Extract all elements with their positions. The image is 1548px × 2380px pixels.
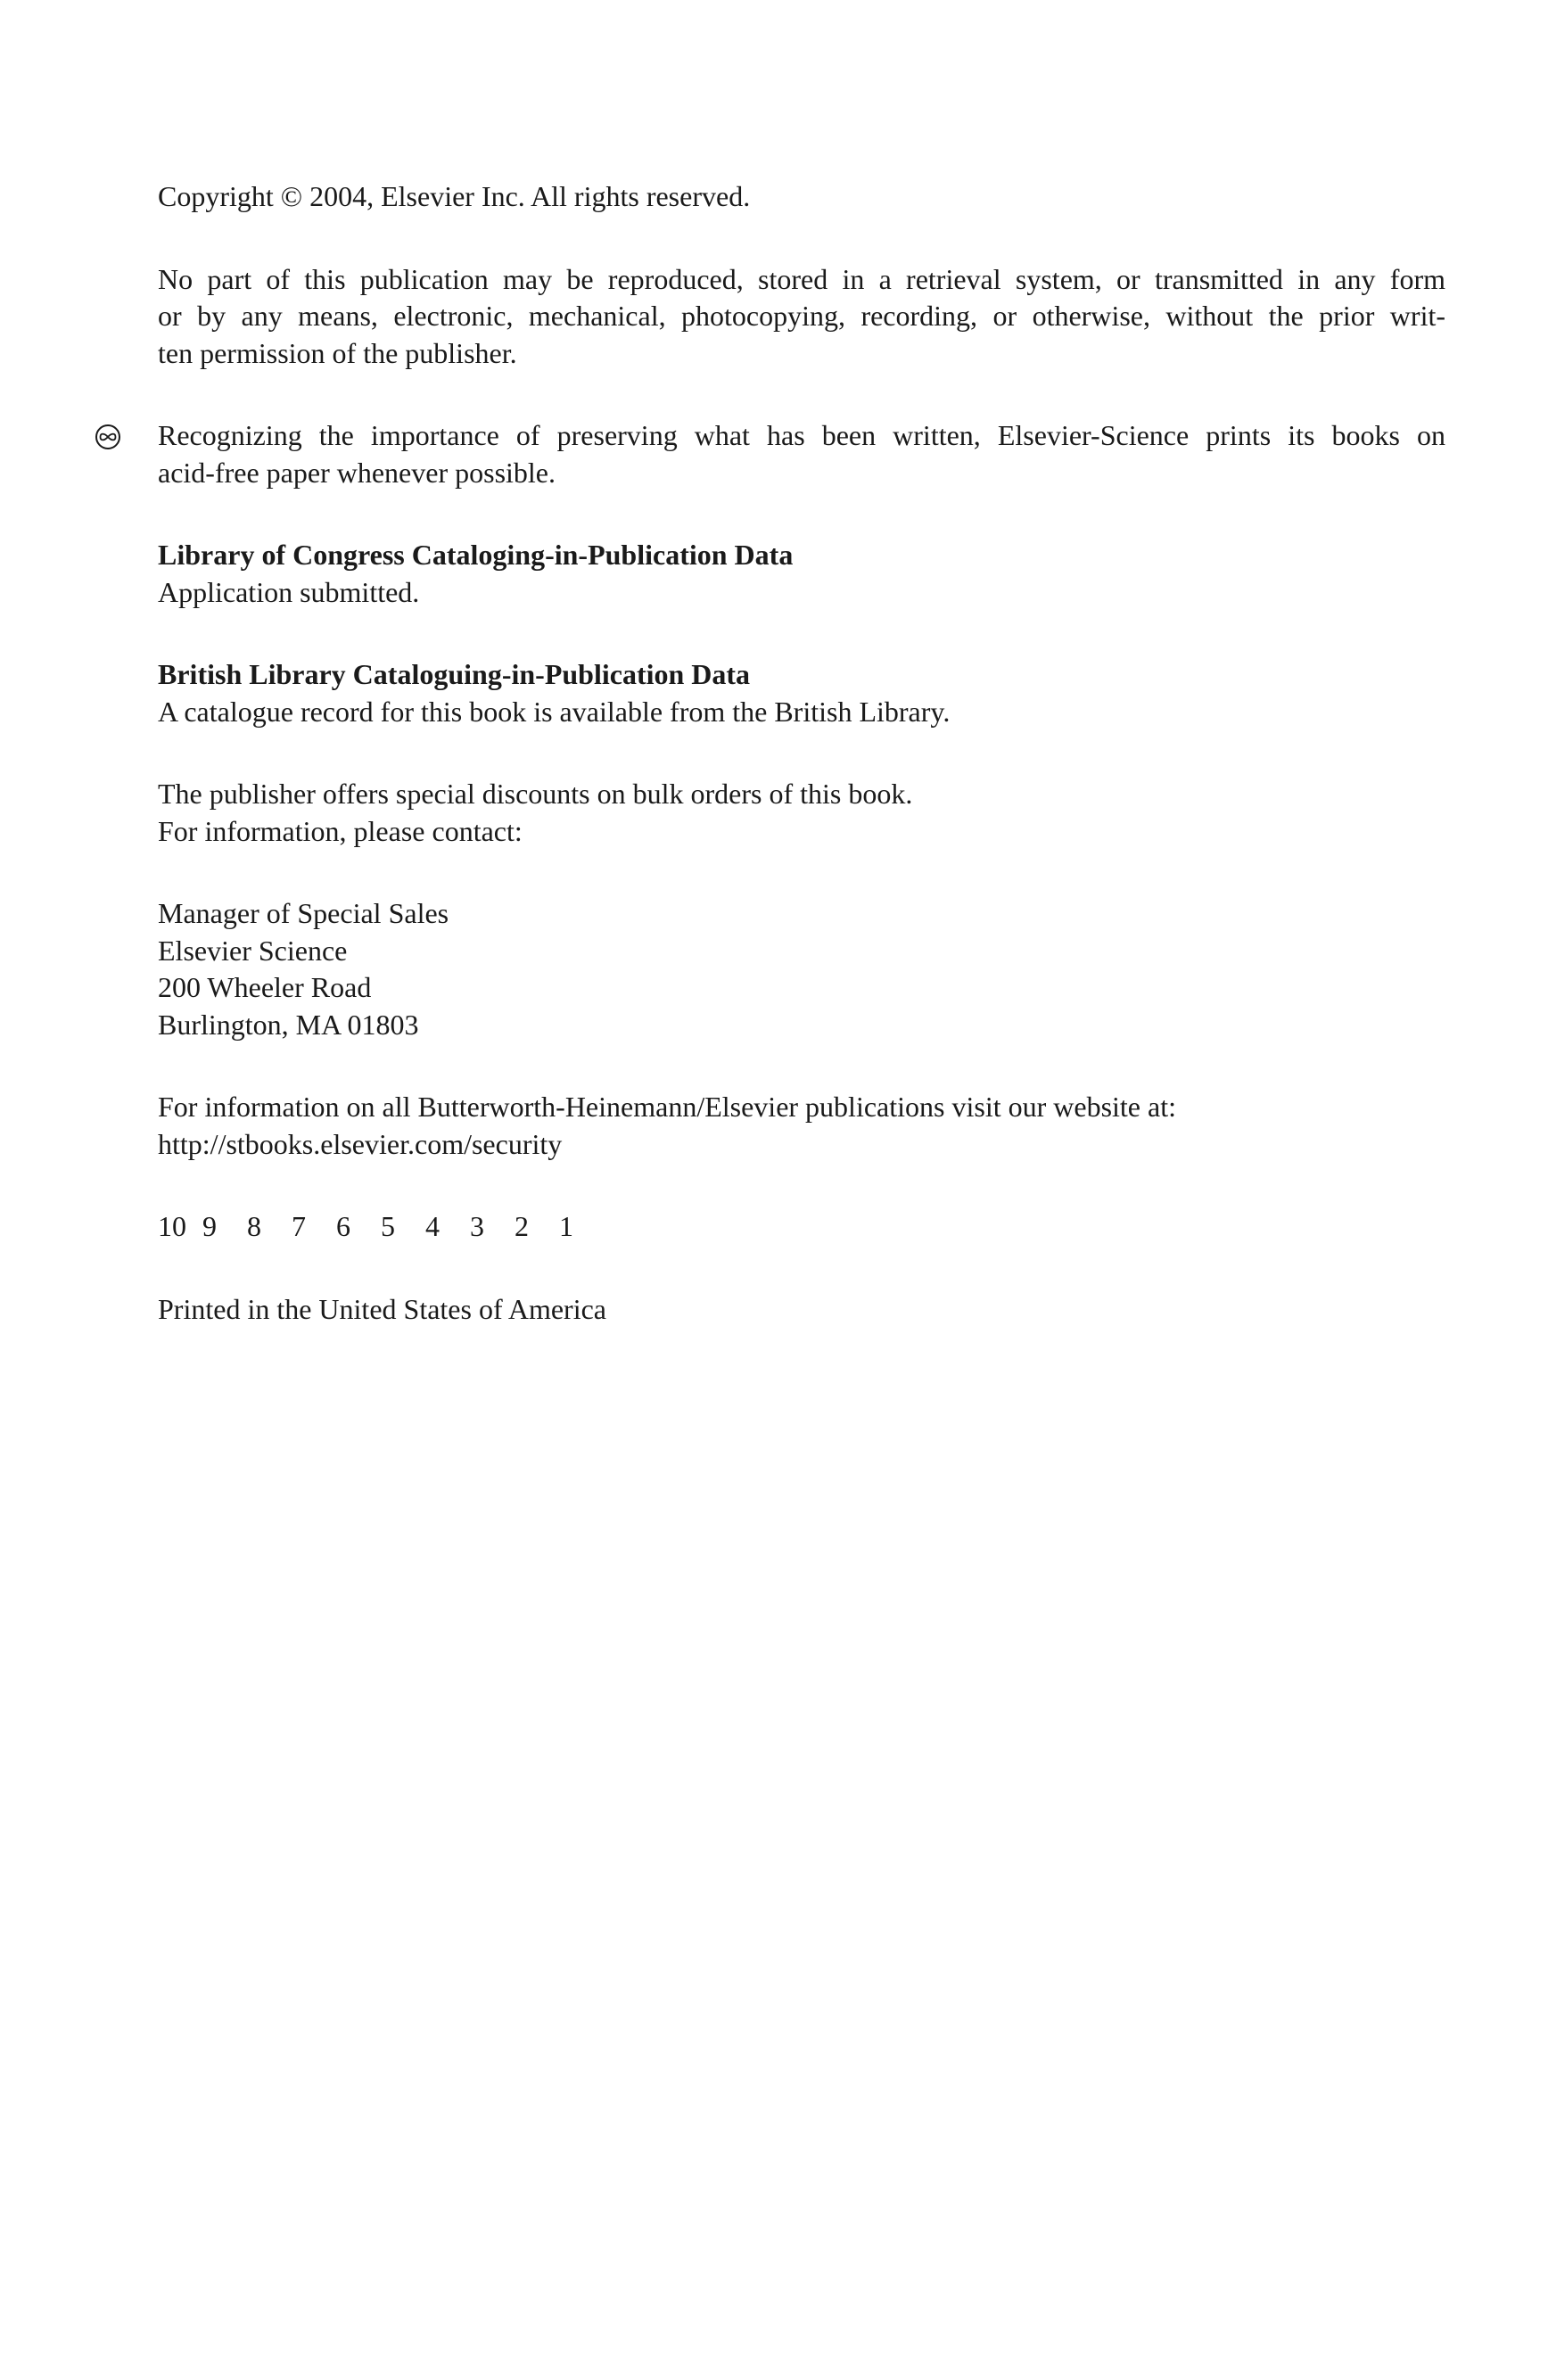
print-number: 3 (470, 1210, 484, 1242)
printed-in-line: Printed in the United States of America (158, 1292, 606, 1325)
print-number: 10 (158, 1210, 186, 1242)
address-line-3: 200 Wheeler Road (158, 971, 372, 1003)
british-library-heading: British Library Cataloguing-in-Publication Data (158, 658, 751, 690)
acid-free-line-1: Recognizing the importance of preserving what has been written, Elsevier-Science prints its books on (158, 419, 1445, 451)
print-number: 2 (515, 1210, 529, 1242)
website-notice (158, 1089, 1445, 1163)
acid-free-notice (158, 417, 1445, 491)
address-line-4: Burlington, MA 01803 (158, 1008, 419, 1041)
website-url[interactable]: http://stbooks.elsevier.com/security (158, 1127, 563, 1160)
loc-text: Application submitted. (158, 575, 420, 608)
sales-address (158, 895, 1445, 1043)
print-number: 6 (336, 1210, 350, 1242)
acid-free-paper-icon (95, 424, 121, 450)
print-number: 9 (202, 1210, 217, 1242)
discounts-notice (158, 776, 1445, 850)
discounts-line-1: The publisher offers special discounts on bulk orders of this book. (158, 778, 913, 810)
discounts-line-2: For information, please contact: (158, 814, 523, 847)
loc-heading: Library of Congress Cataloging-in-Publication Data (158, 539, 794, 571)
permission-line-2: or by any means, electronic, mechanical, photocopying, recording, or otherwise, without the prior writ- (158, 300, 1445, 332)
loc-cip (158, 537, 1445, 611)
acid-free-line-2: acid-free paper whenever possible. (158, 456, 556, 489)
print-number: 7 (292, 1210, 306, 1242)
british-library-cip (158, 656, 1445, 730)
website-line: For information on all Butterworth-Heinemann/Elsevier publications visit our website at: (158, 1091, 1176, 1123)
permission-line-3: ten permission of the publisher. (158, 336, 517, 369)
print-number: 1 (559, 1210, 573, 1242)
print-number: 5 (381, 1210, 395, 1242)
british-library-text: A catalogue record for this book is available from the British Library. (158, 695, 951, 728)
print-number: 4 (425, 1210, 440, 1242)
print-number: 8 (247, 1210, 261, 1242)
permission-notice (158, 261, 1445, 373)
address-line-1: Manager of Special Sales (158, 897, 449, 929)
copyright-line: Copyright © 2004, Elsevier Inc. All rights reserved. (158, 180, 751, 212)
address-line-2: Elsevier Science (158, 934, 348, 967)
copyright-notice (158, 178, 1445, 216)
print-line (158, 1208, 1445, 1246)
copyright-page (158, 178, 1445, 1373)
permission-line-1: No part of this publication may be reproduced, stored in a retrieval system, or transmitted in any form (158, 262, 1445, 295)
printed-in (158, 1291, 1445, 1329)
